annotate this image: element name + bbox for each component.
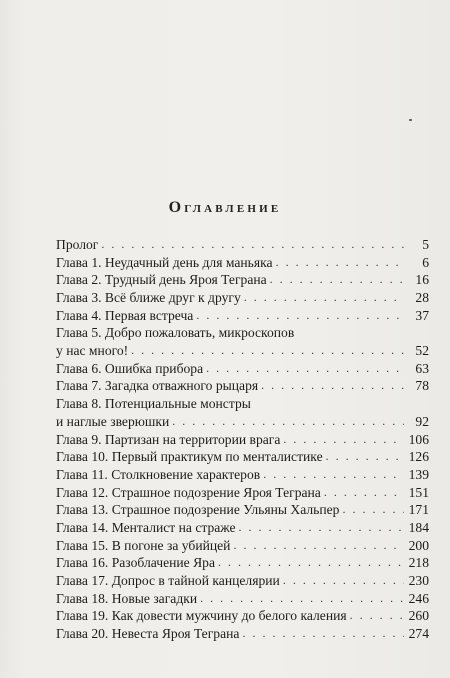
entry-title: Глава 11. Столкновение характеров xyxy=(56,466,261,482)
entry-title: Глава 20. Невеста Яроя Теграна xyxy=(56,626,240,642)
entry-title: Глава 1. Неудачный день для маньяка xyxy=(56,254,273,270)
entry-page: 106 xyxy=(408,431,429,447)
dot-leader xyxy=(233,537,404,555)
ink-speck xyxy=(409,119,412,121)
toc-entry xyxy=(56,501,429,519)
toc-entry xyxy=(56,431,429,449)
dot-leader xyxy=(196,307,404,325)
toc-entry xyxy=(56,590,429,608)
entry-title: Глава 2. Трудный день Яроя Теграна xyxy=(56,272,267,288)
toc-entry xyxy=(56,360,429,378)
toc-entry xyxy=(56,448,429,466)
table-of-contents xyxy=(56,236,429,643)
entry-title: Глава 18. Новые загадки xyxy=(56,590,198,606)
entry-title-line1: Глава 5. Добро пожаловать, микроскопов xyxy=(56,325,295,341)
entry-page: 16 xyxy=(415,272,429,288)
toc-entry xyxy=(56,289,429,307)
entry-title: Глава 17. Допрос в тайной канцелярии xyxy=(56,573,280,589)
dot-leader xyxy=(283,572,404,590)
toc-entry xyxy=(56,395,429,430)
toc-entry xyxy=(56,554,429,572)
entry-title: Глава 10. Первый практикум по менталистике xyxy=(56,449,323,465)
entry-page: 246 xyxy=(408,590,429,606)
entry-page: 139 xyxy=(408,466,429,482)
dot-leader xyxy=(263,466,404,484)
toc-entry xyxy=(56,484,429,502)
entry-title-line1: Глава 8. Потенциальные монстры xyxy=(56,396,251,412)
entry-page: 218 xyxy=(408,555,429,571)
entry-page: 126 xyxy=(408,449,429,465)
entry-page: 52 xyxy=(415,343,429,359)
entry-title: Глава 6. Ошибка прибора xyxy=(56,360,204,376)
entry-page: 260 xyxy=(408,608,429,624)
entry-title: Глава 19. Как довести мужчину до белого каления xyxy=(56,608,347,624)
toc-entry xyxy=(56,625,429,643)
entry-page: 230 xyxy=(408,573,429,589)
dot-leader xyxy=(350,607,404,625)
toc-entry xyxy=(56,236,429,254)
dot-leader xyxy=(326,448,404,466)
entry-page: 63 xyxy=(415,360,429,376)
toc-entry xyxy=(56,378,429,396)
entry-page: 200 xyxy=(408,537,429,553)
dot-leader xyxy=(218,554,404,572)
toc-entry xyxy=(56,254,429,272)
entry-title: Глава 14. Менталист на страже xyxy=(56,519,236,535)
entry-page: 92 xyxy=(415,413,429,429)
entry-page: 274 xyxy=(408,626,429,642)
toc-heading: Оглавление xyxy=(168,199,282,216)
entry-title: Глава 3. Всё ближе друг к другу xyxy=(56,290,241,306)
toc-entry xyxy=(56,519,429,537)
dot-leader xyxy=(342,501,404,519)
entry-title: Глава 13. Страшное подозрение Ульяны Хальпер xyxy=(56,502,340,518)
dot-leader xyxy=(270,271,404,289)
toc-entry xyxy=(56,537,429,555)
entry-page: 151 xyxy=(408,484,429,500)
entry-title: Глава 7. Загадка отважного рыцаря xyxy=(56,378,259,394)
dot-leader xyxy=(172,413,404,431)
entry-title: Пролог xyxy=(56,236,99,252)
entry-title: Глава 4. Первая встреча xyxy=(56,307,194,323)
dot-leader xyxy=(261,377,404,395)
entry-page: 37 xyxy=(415,307,429,323)
dot-leader xyxy=(131,342,404,360)
entry-title: Глава 12. Страшное подозрение Яроя Теграна xyxy=(56,484,321,500)
toc-entry xyxy=(56,324,429,359)
dot-leader xyxy=(283,431,404,449)
entry-page: 171 xyxy=(408,502,429,518)
dot-leader xyxy=(244,289,404,307)
toc-entry xyxy=(56,466,429,484)
entry-page: 5 xyxy=(422,236,429,252)
entry-page: 184 xyxy=(408,519,429,535)
toc-entry xyxy=(56,307,429,325)
entry-page: 6 xyxy=(422,254,429,270)
dot-leader xyxy=(101,236,404,254)
entry-title: Глава 16. Разоблачение Яра xyxy=(56,555,215,571)
entry-page: 78 xyxy=(415,378,429,394)
entry-title: Глава 15. В погоне за убийцей xyxy=(56,537,231,553)
entry-title: Глава 9. Партизан на территории врага xyxy=(56,431,281,447)
entry-title-line2: и наглые зверюшки xyxy=(56,413,170,429)
dot-leader xyxy=(239,519,404,537)
toc-entry xyxy=(56,572,429,590)
dot-leader xyxy=(324,484,404,502)
dot-leader xyxy=(242,625,404,643)
dot-leader xyxy=(200,590,404,608)
entry-page: 28 xyxy=(415,290,429,306)
dot-leader xyxy=(276,254,404,272)
dot-leader xyxy=(206,360,404,378)
entry-title-line2: у нас много! xyxy=(56,343,129,359)
toc-entry xyxy=(56,607,429,625)
toc-entry xyxy=(56,271,429,289)
